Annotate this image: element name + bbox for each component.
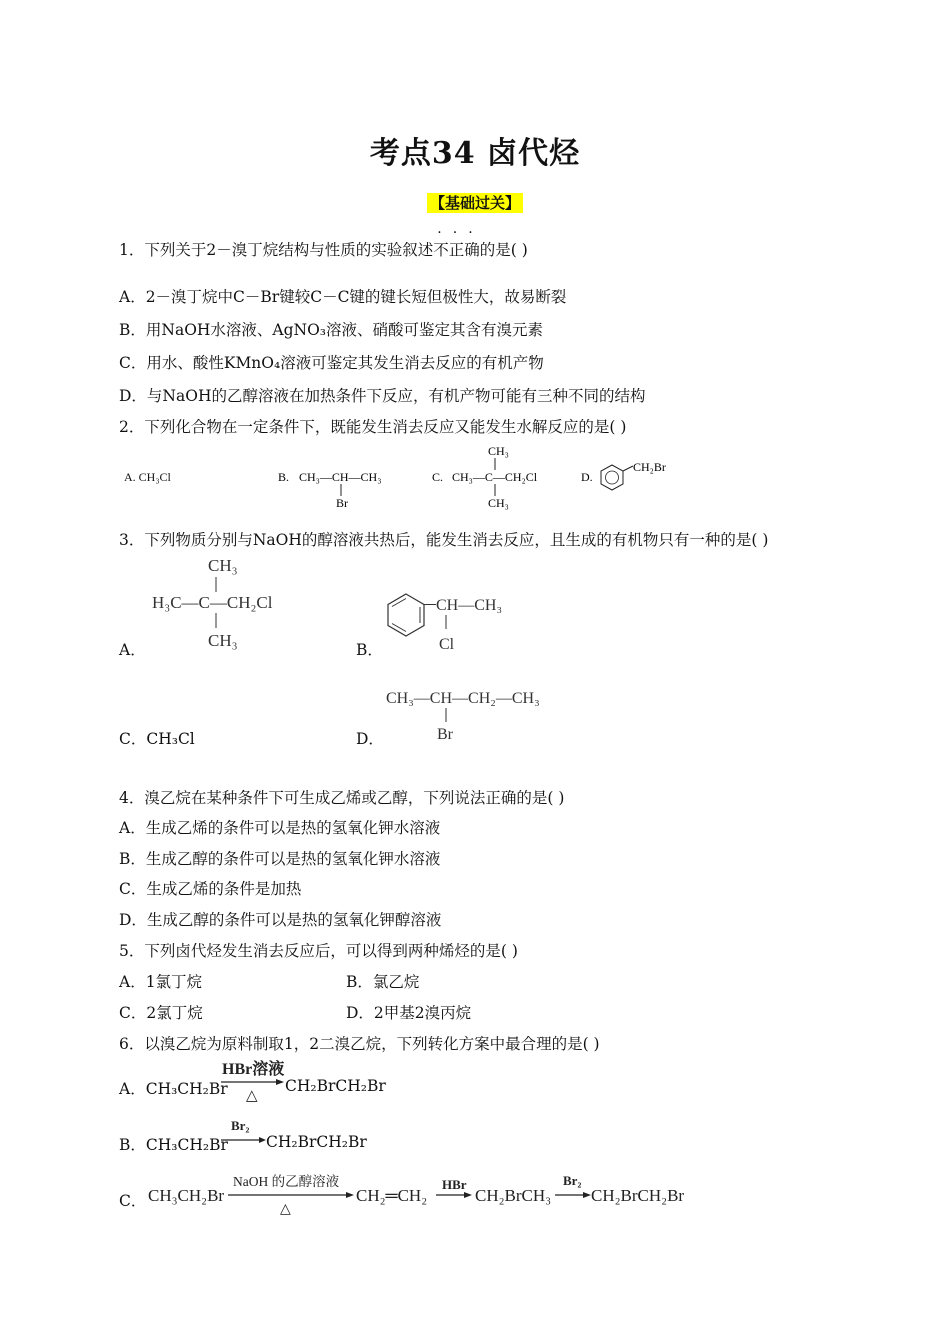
q1-option-a: A．2－溴丁烷中C－Br键较C－C键的键长短但极性大，故易断裂	[119, 288, 567, 306]
q3-a-formula: H₃C—C—CH₂Cl	[152, 593, 273, 612]
q2-structures	[275, 444, 835, 514]
q2-d-group: CH₂Br	[633, 460, 666, 474]
q6-c-reagent-3: Br₂	[563, 1173, 582, 1188]
arrow-head-icon	[346, 1192, 354, 1198]
arrow-head-icon	[259, 1137, 266, 1143]
question-4-stem: 4．溴乙烷在某种条件下可生成乙烯或乙醇，下列说法正确的是( )	[119, 789, 565, 807]
q6-c-condition-1: △	[280, 1202, 291, 1216]
benzene-double-bond	[392, 624, 406, 632]
question-1-stem-end: 的是( )	[479, 241, 528, 259]
q3-option-a-label: A．	[119, 641, 146, 659]
q6-a-condition: △	[246, 1088, 258, 1104]
arrow-head-icon	[464, 1192, 472, 1198]
q3-a-structure	[148, 552, 318, 652]
q4-option-d: D．生成乙醇的条件可以是热的氢氧化钾醇溶液	[119, 911, 442, 929]
q1-option-c: C．用水、酸性KMnO₄溶液可鉴定其发生消去反应的有机产物	[119, 354, 544, 372]
q6-c-intermediate-2: CH₂BrCH₃	[475, 1186, 552, 1205]
q6-b-arrow	[219, 1117, 269, 1147]
q4-option-c: C．生成乙烯的条件是加热	[119, 880, 302, 898]
q1-option-b: B．用NaOH水溶液、AgNO₃溶液、硝酸可鉴定其含有溴元素	[119, 321, 544, 339]
q6-c-reagent-2: HBr	[442, 1177, 467, 1192]
q2-c-bottom: CH₃	[488, 496, 509, 510]
q6-c-reagent-1: NaOH 的乙醇溶液	[233, 1174, 340, 1189]
q6-a-label: A．	[119, 1080, 146, 1098]
question-1-stem-text: 1．下列关于2－溴丁烷结构与性质的实验叙述	[119, 241, 434, 259]
q5-option-a: A．1氯丁烷	[119, 973, 203, 991]
arrow-head-icon	[583, 1192, 591, 1198]
q2-c-formula: CH₃—C—CH₂Cl	[452, 470, 538, 484]
q5-option-d: D．2甲基2溴丙烷	[346, 1004, 472, 1022]
q3-a-top: CH₃	[208, 556, 238, 575]
benzene-ring-icon	[388, 594, 424, 636]
q6-a-end: CH₂BrCH₂Br	[285, 1077, 386, 1095]
q3-option-d-label: D．	[356, 730, 384, 748]
question-2-stem: 2．下列化合物在一定条件下，既能发生消去反应又能发生水解反应的是( )	[119, 418, 627, 436]
q3-d-structure	[384, 684, 584, 746]
arrow-head-icon	[276, 1079, 284, 1085]
emphasis-char: 确	[464, 241, 480, 259]
q1-option-d: D．与NaOH的乙醇溶液在加热条件下反应，有机产物可能有三种不同的结构	[119, 387, 646, 405]
q3-b-formula: CH—CH₃	[436, 597, 503, 614]
q5-option-c: C．2氯丁烷	[119, 1004, 203, 1022]
q5-option-b: B．氯乙烷	[346, 973, 420, 991]
emphasis-char: 不	[433, 241, 449, 259]
question-1-stem	[119, 238, 528, 260]
q3-d-substituent: Br	[437, 726, 453, 743]
q6-a-reagent: HBr溶液	[222, 1061, 285, 1078]
q4-option-b: B．生成乙醇的条件可以是热的氢氧化钾水溶液	[119, 850, 441, 868]
q4-option-a: A．生成乙烯的条件可以是热的氢氧化钾水溶液	[119, 819, 441, 837]
q2-b-substituent: Br	[336, 496, 348, 510]
q6-a-start: CH₃CH₂Br	[145, 1080, 228, 1098]
q6-option-a	[119, 1077, 228, 1099]
q2-option-a: A. CH₃Cl	[124, 470, 171, 484]
q3-a-bottom: CH₃	[208, 631, 238, 650]
benzene-ring-inner	[606, 471, 619, 484]
q2-d-bond	[623, 466, 633, 471]
section-heading	[0, 192, 950, 213]
q2-d-label: D.	[581, 470, 593, 484]
q6-option-b	[119, 1133, 228, 1155]
q6-c-start: CH₃CH₂Br	[148, 1186, 225, 1205]
q6-c-intermediate-1: CH₂═CH₂	[356, 1186, 428, 1205]
q2-c-top: CH₃	[488, 444, 509, 458]
q3-option-c: C．CH₃Cl	[119, 730, 195, 748]
question-6-stem: 6．以溴乙烷为原料制取1，2二溴乙烷，下列转化方案中最合理的是( )	[119, 1035, 600, 1053]
q6-c-label: C．	[119, 1192, 147, 1210]
q3-b-substituent: Cl	[439, 636, 455, 653]
q3-b-structure	[384, 586, 534, 661]
q6-c-reaction	[146, 1170, 706, 1216]
page-title: 考点34 卤代烃	[369, 136, 581, 171]
q6-b-reagent: Br₂	[231, 1118, 250, 1133]
benzene-ring-icon	[601, 465, 623, 490]
q6-b-label: B．	[119, 1136, 146, 1154]
q2-b-label: B.	[278, 470, 290, 484]
q6-c-end: CH₂BrCH₂Br	[591, 1186, 685, 1205]
question-5-stem: 5．下列卤代烃发生消去反应后，可以得到两种烯烃的是( )	[119, 942, 518, 960]
q3-option-b-label: B．	[356, 641, 383, 659]
q2-b-formula: CH₃—CH—CH₃	[299, 470, 382, 484]
q2-c-label: C.	[432, 470, 444, 484]
q6-a-arrow	[218, 1058, 290, 1104]
q6-b-start: CH₃CH₂Br	[145, 1136, 228, 1154]
q6-b-end: CH₂BrCH₂Br	[266, 1133, 367, 1151]
benzene-double-bond	[392, 599, 406, 607]
section-label: 【基础过关】	[427, 193, 523, 213]
q3-d-formula: CH₃—CH—CH₂—CH₃	[386, 690, 540, 707]
question-3-stem: 3．下列物质分别与NaOH的醇溶液共热后，能发生消去反应，且生成的有机物只有一种的是( )	[119, 531, 769, 549]
emphasis-char: 正	[448, 241, 465, 259]
